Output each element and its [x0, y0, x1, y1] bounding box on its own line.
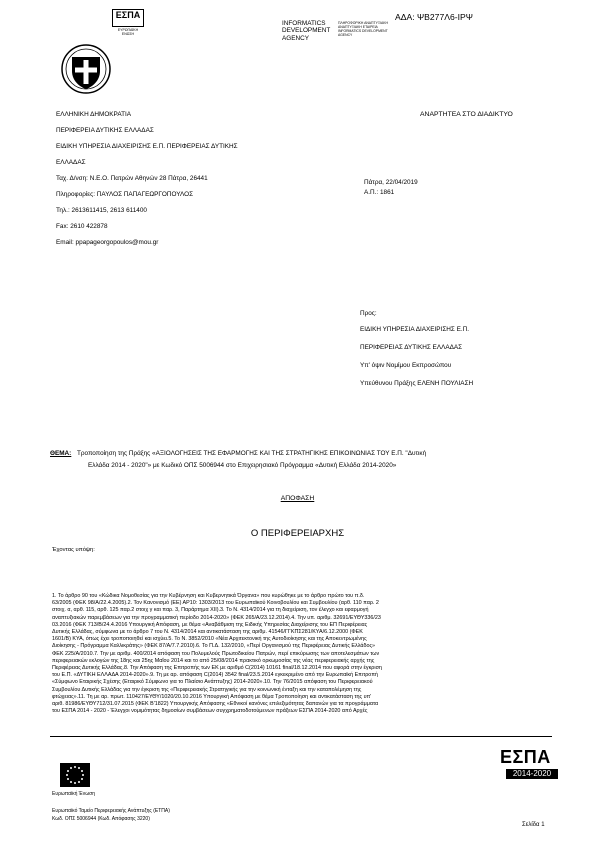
recipient-label: Προς:	[360, 310, 377, 317]
sender-address: Ταχ. Δ/νση: Ν.Ε.Ο. Πατρών Αθηνών 28 Πάτρα, 26441	[56, 175, 208, 182]
recipient-line: ΕΙΔΙΚΗ ΥΠΗΡΕΣΙΑ ΔΙΑΧΕΙΡΙΣΗΣ Ε.Π.	[360, 326, 470, 333]
body-line: του ΕΣΠΑ 2014 - 2020 - Έλεγχοι νομιμότητας δημοσίων συμβάσεων συγχρηματοδοτούμενων πράξεων ΕΣΠΑ 2014-2020 από Αρχές	[52, 708, 368, 715]
subject-line-1: Τροποποίηση της Πράξης «ΑΞΙΟΛΟΓΗΣΕΙΣ ΤΗΣ ΕΦΑΡΜΟΓΗΣ ΚΑΙ ΤΗΣ ΣΤΡΑΤΗΓΙΚΗΣ ΕΠΙΚΟΙΝΩΝΙΑΣ ΤΟΥ Ε.Π. "Δυτική	[76, 450, 427, 457]
body-line: ΦΕΚ 225/Α/2010.7. Την με αριθμ. 400/2014 απόφαση του Πολυμελούς Πρωτοδικείου Πατρών, περί επικύρωσης των αποτελεσμάτων των	[52, 650, 380, 657]
sender-email: Email: ppapageorgopoulos@mou.gr	[56, 239, 159, 246]
body-line: του Ε.Π. «ΔΥΤΙΚΗ ΕΛΛΑΔΑ 2014-2020».9. Τη με αρ. απόφαση C(2014) 3542 final/23.5.2014 εγκεκριμένο από την Ευρωπαϊκή Επιτροπή	[52, 672, 378, 679]
body-line: αριθ. 81986/ΕΥΘΥ712/31.07.2015 (ΦΕΚ Β'1822) Υπουργικής Απόφασης «Εθνικοί κανόνες επιλεξιμότητας δαπανών για τα προγράμματα	[52, 701, 379, 708]
espa-years: 2014-2020	[512, 769, 552, 778]
sender-line: ΕΛΛΗΝΙΚΗ ΔΗΜΟΚΡΑΤΙΑ	[56, 111, 132, 118]
place-date: Πάτρα, 22/04/2019	[364, 179, 418, 186]
protocol-number: Α.Π.: 1861	[364, 189, 395, 196]
fund-line-2: Κωδ. ΟΠΣ 5006944 (Κωδ. Απόφασης 3220)	[52, 816, 150, 822]
footer-divider	[50, 736, 552, 737]
body-line: αναπτυξιακών παρεμβάσεων για την προγραμματική περίοδο 2014-2020» (ΦΕΚ 265/Α/23.12.2014).4. Την υπ. αριθμ. 32691/ΕΥΘΥ336/23	[52, 614, 381, 621]
decision-heading: ΑΠΟΦΑΣΗ	[280, 495, 315, 502]
sender-block	[56, 109, 238, 248]
body-line: φτώχειας».11. Τη με αρ. πρωτ. 110427/ΕΥΘΥ/1020/20.10.2016 Υπουργική Απόφαση με θέμα Τροποποίηση και αντικατάσταση της υπ'	[52, 693, 372, 700]
ida-logo-line-2: DEVELOPMENT	[282, 27, 331, 35]
body-line: 1601/Β) ΚΥΑ, όπως έχει τροποποιηθεί και ισχύει.5. Το Ν. 3852/2010 «Νέα Αρχιτεκτονική της Αυτοδιοίκησης και της Αποκεντρωμένης	[52, 636, 367, 643]
sender-line: ΠΕΡΙΦΕΡΕΙΑ ΔΥΤΙΚΗΣ ΕΛΛΑΔΑΣ	[56, 127, 154, 134]
sender-fax: Fax: 2610 422878	[56, 223, 108, 230]
sender-line: ΕΙΔΙΚΗ ΥΠΗΡΕΣΙΑ ΔΙΑΧΕΙΡΙΣΗΣ Ε.Π. ΠΕΡΙΦΕΡΕΙΑΣ ΔΥΤΙΚΗΣ	[56, 143, 238, 150]
sender-contact-person: Πληροφορίες: ΠΑΥΛΟΣ ΠΑΠΑΓΕΩΡΓΟΠΟΥΛΟΣ	[56, 191, 194, 198]
body-line: 1. Το άρθρο 90 του «Κώδικα Νομοθεσίας για την Κυβέρνηση και Κυβερνητικά Όργανα» που κυρώθηκε με το άρθρο πρώτο του π.δ.	[52, 593, 365, 599]
espa-small-logo-sub: ΕΥΡΩΠΑΪΚΗ ΕΝΩΣΗ	[117, 28, 139, 36]
body-line: 03.2016 (ΦΕΚ 713/Β/24.4.2016 Υπουργική Απόφαση, με θέμα «Αναβάθμιση της Ειδικής Υπηρεσίας Διαχείρισης του ΕΠ Περιφέρειας	[52, 621, 368, 628]
ida-logo	[282, 20, 330, 42]
body-line: 63/2005 (ΦΕΚ 98/Α/22.4.2005).2. Τον Κανονισμό (ΕΕ) ΑΡ10: 1303/2013 του Ευρωπαϊκού Κοινοβουλίου και Συμβουλίου (αρθ. 110 παρ. 2	[52, 600, 379, 607]
ida-logo-line-3: AGENCY	[282, 34, 309, 42]
page-number: Σελίδα 1	[522, 822, 545, 828]
body-line: στοιχ. α, αρθ. 115, αρθ. 125 παρ.2 στοιχ γ και παρ. 3, Παράρτημα XII).3. Το Ν. 4314/2014 για τη διαχείριση, τον έλεγχο και εφαρμογή	[52, 607, 369, 614]
espa-small-logo-text: ΕΣΠΑ	[115, 10, 141, 20]
espa-logo: ΕΣΠΑ	[500, 747, 551, 767]
considering-label: Έχοντας υπόψη:	[52, 547, 95, 553]
subject	[50, 449, 550, 459]
fund-line-1: Ευρωπαϊκό Ταμείο Περιφερειακής Ανάπτυξης (ΕΤΠΑ)	[52, 808, 170, 814]
eu-flag-icon	[60, 763, 90, 787]
body-line: Δυτικής Ελλάδας, σύμφωνα με το άρθρο 7 του Ν. 4314/2014 και αντικατάσταση της αριθμ. 41546/ΓΓΚΠΣ281/ΚΥΑ/6.12.2000 (ΦΕΚ	[52, 629, 363, 636]
ada-code: ΑΔΑ: ΨΒ277Λ6-ΙΡΨ	[395, 12, 473, 22]
sender-line: ΕΛΛΑΔΑΣ	[56, 159, 86, 166]
body-line: περιφερειακών εκλογών της 18ης και 25ης Μαΐου 2014 και το από 25/08/2014 πρακτικό ορκωμοσίας της νέας περιφερειακής αρχής της	[52, 657, 375, 664]
recipient-line: Υπ' όψιν Νομίμου Εκπροσώπου	[360, 362, 452, 369]
subject-line-2: Ελλάδα 2014 - 2020"» με Κωδικό ΟΠΣ 5006944 στο Επιχειρησιακό Πρόγραμμα «Δυτική Ελλάδα 2014-2020»	[88, 462, 397, 469]
posting-note: ΑΝΑΡΤΗΤΕΑ ΣΤΟ ΔΙΑΔΙΚΤΥΟ	[420, 111, 513, 118]
body-line: Περιφέρειας Δυτικής Ελλάδας.8. Την Απόφαση της Επιτροπής των ΕΚ με αριθμό C(2014) 10161 final/18.12.2014 που αφορά στην έγκριση	[52, 665, 382, 672]
espa-small-logo	[112, 9, 144, 27]
espa-years-badge	[506, 769, 558, 779]
recipient-line: ΠΕΡΙΦΕΡΕΙΑΣ ΔΥΤΙΚΗΣ ΕΛΛΑΔΑΣ	[360, 344, 463, 351]
body-line: «Σύμφωνο Εταιρικής Σχέσης (Εταιρικό Σύμφωνο για το Πλαίσιο Ανάπτυξης) 2014-2020».10. Την 76/2015 απόφαση του Περιφερειακού	[52, 679, 373, 686]
recipient-block	[360, 324, 473, 389]
eu-label: Ευρωπαϊκή Ένωση	[52, 791, 95, 797]
authority-heading: Ο ΠΕΡΙΦΕΡΕΙΑΡΧΗΣ	[250, 528, 345, 539]
body-line: Συμβουλίου Δυτικής Ελλάδας για την έγκριση της «Περιφερειακής Στρατηγικής για την κοινωνική ένταξη και την καταπολέμηση της	[52, 686, 362, 693]
ida-logo-subtitle: ΠΛΗΡΟΦΟΡΙΚΗ ΑΝΑΠΤΥΞΙΑΚΗ ΑΝΑΠΤΥΞΙΑΚΗ ΕΤΑΙΡΕΙΑ INFORMATICS DEVELOPMENT AGENCY	[338, 21, 388, 37]
sender-phone: Τηλ.: 2613611415, 2613 611400	[56, 207, 147, 214]
ida-logo-line-1: INFORMATICS	[282, 20, 326, 27]
body-paragraph	[52, 593, 549, 715]
subject-label: ΘΕΜΑ:	[50, 450, 72, 457]
greek-emblem-icon	[60, 43, 112, 95]
recipient-line: Υπεύθυνου Πράξης ΕΛΕΝΗ ΠΟΥΛΙΑΣΗ	[360, 380, 474, 387]
body-line: Διοίκησης - Πρόγραμμα Καλλικράτης» (ΦΕΚ 87/Α/7.7.2010).6. Το Π.Δ. 132/2010, «Περί Οργανισμού της Περιφέρειας Δυτικής Ελλάδος»	[52, 643, 376, 650]
